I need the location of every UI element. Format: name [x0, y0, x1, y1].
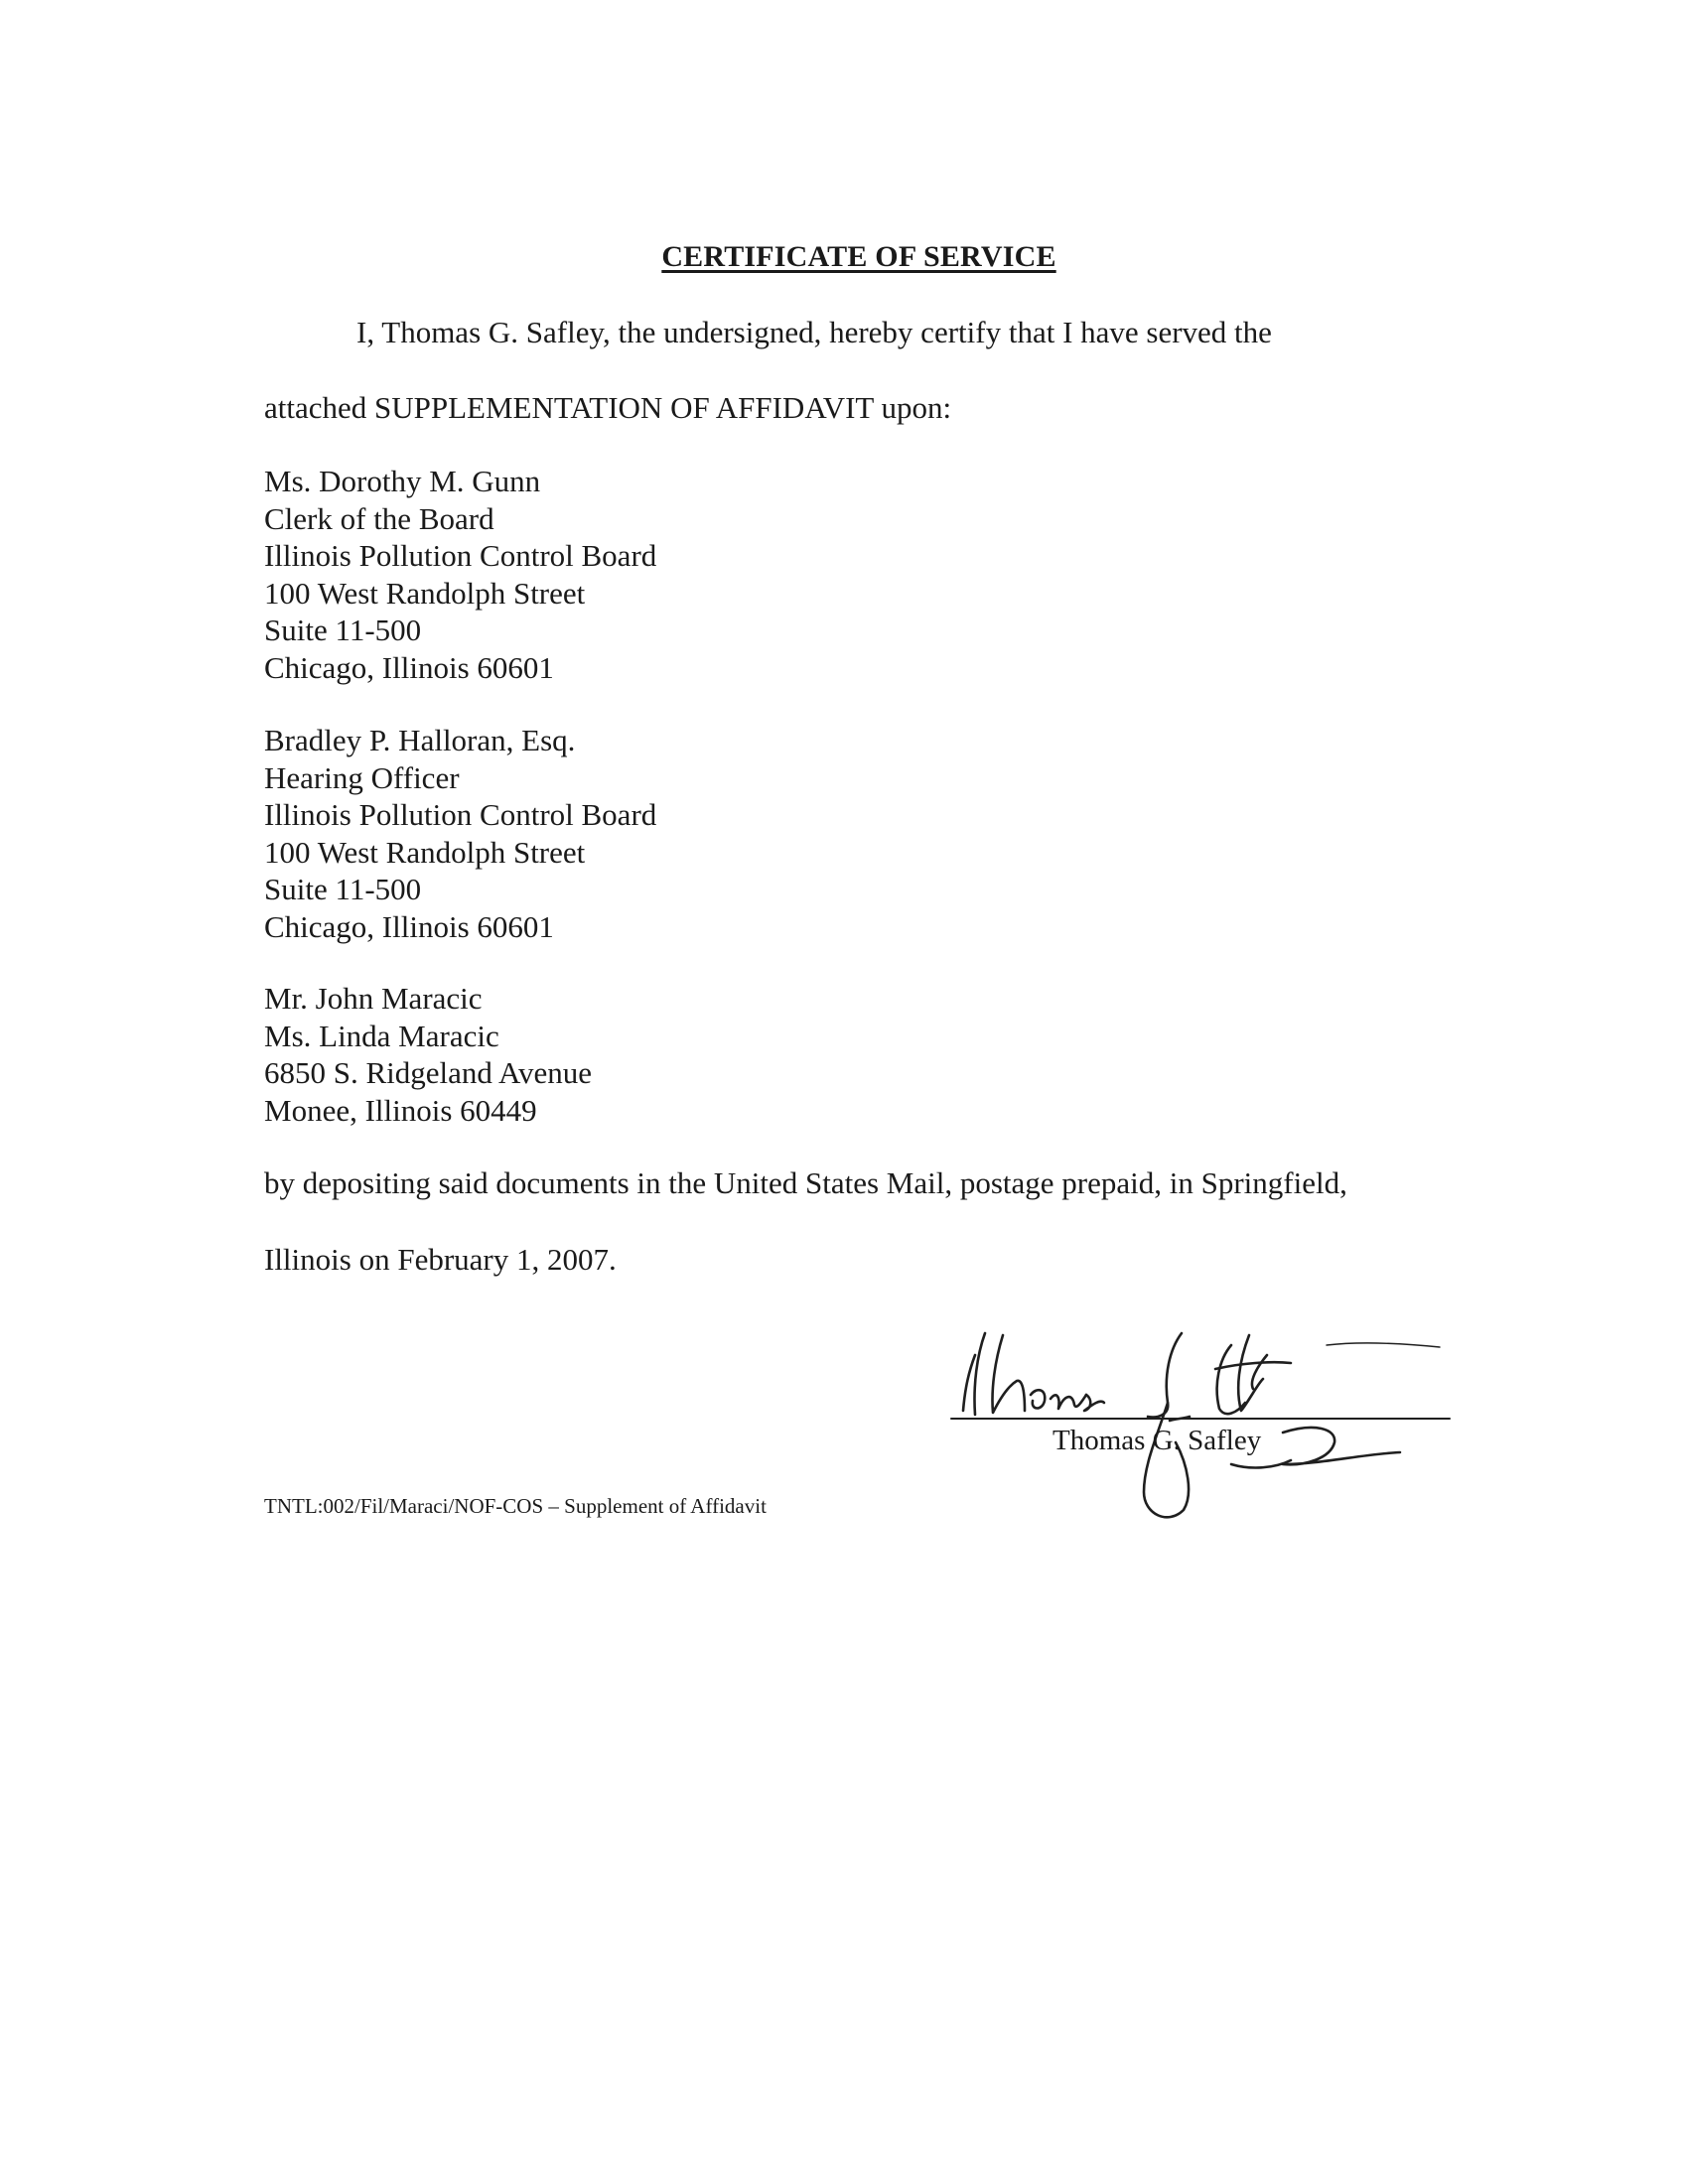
recipient-street: 100 West Randolph Street — [264, 575, 586, 611]
service-method-line-2: Illinois on February 1, 2007. — [264, 1242, 617, 1277]
recipient-name: Mr. John Maracic — [264, 981, 483, 1016]
recipient-address-block — [264, 722, 656, 945]
recipient-address-block — [264, 980, 592, 1129]
service-method-line-1: by depositing said documents in the United States Mail, postage prepaid, in Springfield, — [264, 1165, 1347, 1200]
signature-block — [933, 1315, 1470, 1554]
recipient-title: Clerk of the Board — [264, 500, 494, 536]
recipient-street: 100 West Randolph Street — [264, 834, 586, 870]
recipient-title: Hearing Officer — [264, 759, 460, 795]
recipient-city: Chicago, Illinois 60601 — [264, 649, 554, 685]
recipient-name: Ms. Dorothy M. Gunn — [264, 464, 541, 498]
recipient-organization: Illinois Pollution Control Board — [264, 797, 657, 832]
certification-statement-line-1: I, Thomas G. Safley, the undersigned, hereby certify that I have served the — [356, 315, 1272, 349]
document-title: CERTIFICATE OF SERVICE — [661, 240, 1056, 273]
recipient-address-block — [264, 463, 656, 686]
recipient-city: Monee, Illinois 60449 — [264, 1092, 537, 1128]
recipient-city: Chicago, Illinois 60601 — [264, 908, 554, 944]
recipient-street: 6850 S. Ridgeland Avenue — [264, 1055, 593, 1090]
signer-name: Thomas G. Safley — [1052, 1425, 1262, 1456]
recipient-suite: Suite 11-500 — [264, 872, 422, 906]
document-reference-code: TNTL:002/Fil/Maraci/NOF-COS – Supplement of Affidavit — [264, 1494, 767, 1518]
recipient-organization: Illinois Pollution Control Board — [264, 538, 657, 573]
certification-statement-line-2: attached SUPPLEMENTATION OF AFFIDAVIT upon: — [264, 390, 952, 425]
recipient-name: Bradley P. Halloran, Esq. — [264, 723, 576, 757]
recipient-suite: Suite 11-500 — [264, 613, 422, 647]
recipient-name: Ms. Linda Maracic — [264, 1018, 499, 1053]
